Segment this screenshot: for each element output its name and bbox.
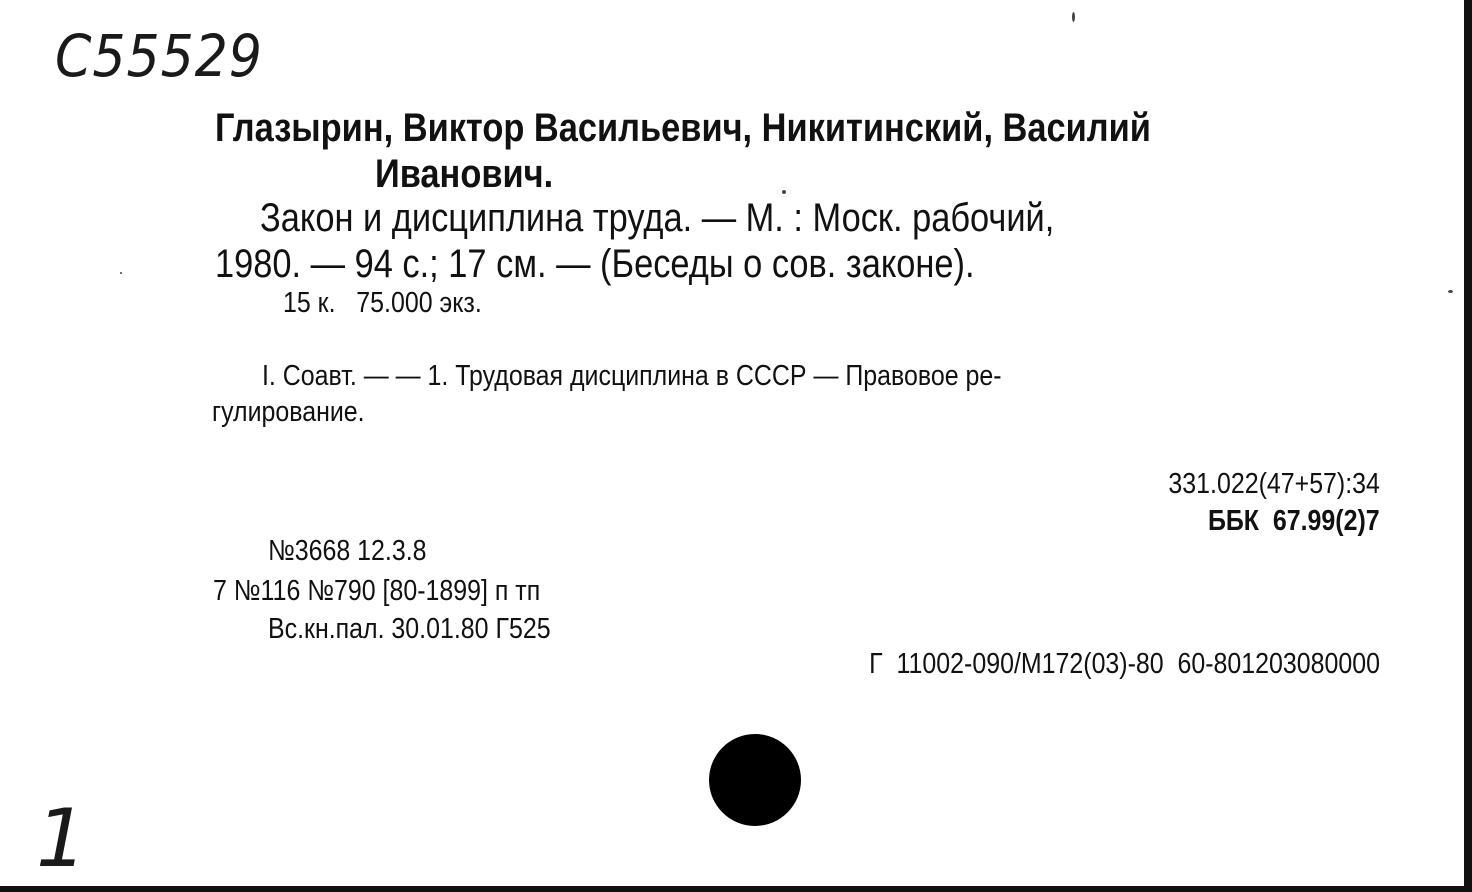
card-bottom-edge xyxy=(0,886,1472,892)
authors-line-2: Иванович. xyxy=(375,152,554,196)
card-right-edge xyxy=(1464,0,1472,892)
scan-speck xyxy=(782,190,786,194)
udc-index: 331.022(47+57):34 xyxy=(1168,468,1380,500)
scan-speck xyxy=(120,272,122,274)
title-line-2: 1980. — 94 с.; 17 см. — (Беседы о сов. законе). xyxy=(215,242,975,286)
price-circulation: 15 к. 75.000 экз. xyxy=(283,287,482,319)
call-number: С55529 xyxy=(55,22,263,90)
authors-line-1: Глазырин, Виктор Васильевич, Никитинский, Василий xyxy=(215,106,1151,150)
registration-line-2: 7 №116 №790 [80-1899] п тп xyxy=(213,575,541,607)
registration-line-4: Г 11002-090/М172(03)-80 60-801203080000 xyxy=(869,648,1380,680)
registration-line-3: Вс.кн.пал. 30.01.80 Г525 xyxy=(268,613,551,645)
scan-speck xyxy=(1448,290,1453,293)
title-line-1: Закон и дисциплина труда. — М. : Моск. рабочий, xyxy=(260,196,1055,240)
subjects-line-2: гулирование. xyxy=(212,396,365,428)
registration-line-1: №3668 12.3.8 xyxy=(268,535,427,567)
sheet-number: 1 xyxy=(36,792,88,885)
bbk-index: ББК 67.99(2)7 xyxy=(1208,505,1380,537)
subjects-line-1: I. Соавт. — — 1. Трудовая дисциплина в СССР — Правовое ре- xyxy=(262,360,1002,392)
scan-speck xyxy=(1072,12,1075,22)
punch-hole xyxy=(709,734,801,826)
